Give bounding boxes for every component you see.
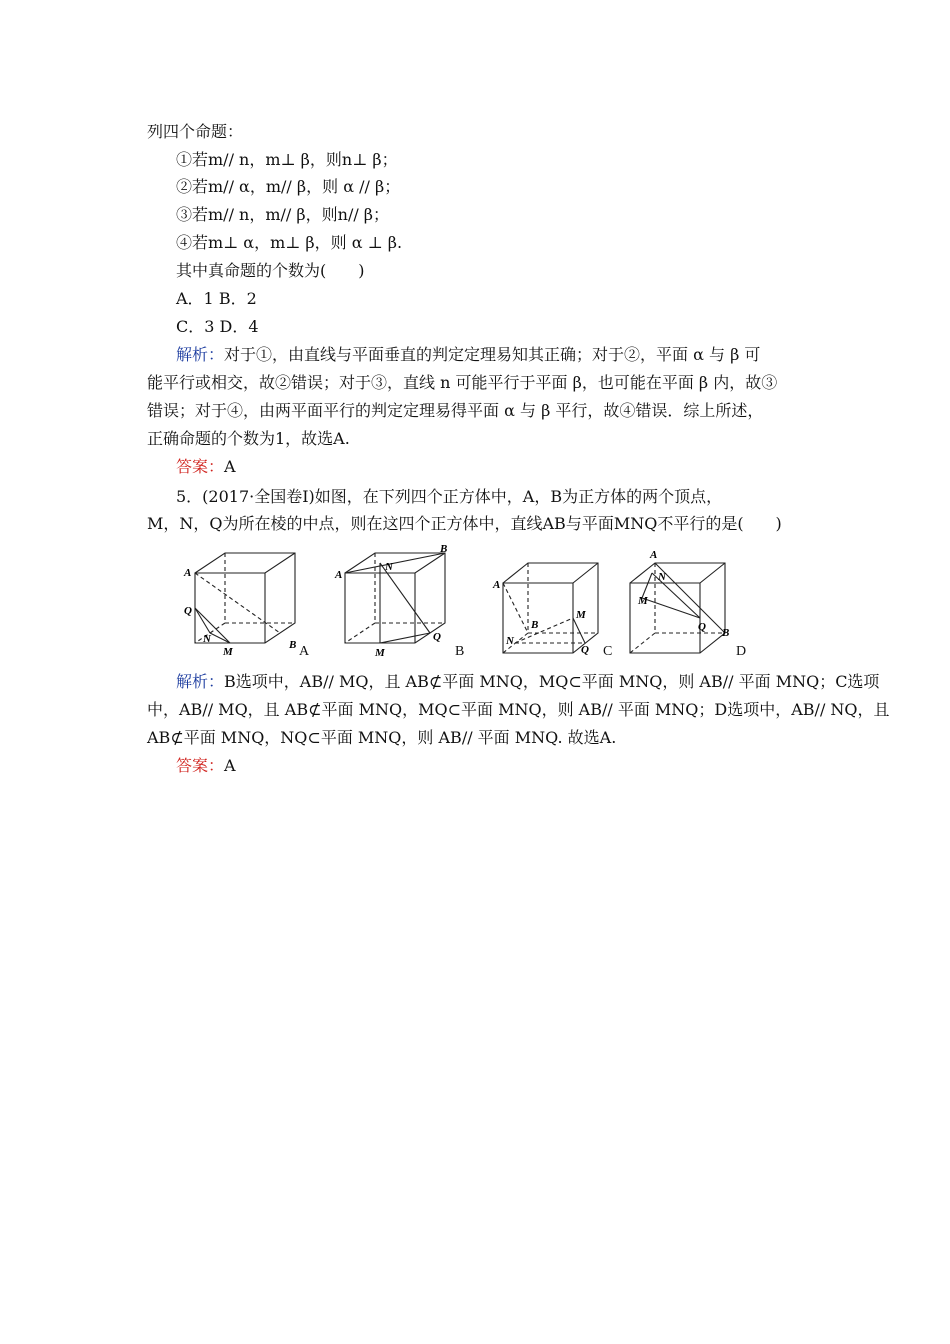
question-stem: 其中真命题的个数为( )	[176, 261, 365, 280]
answer-value: A	[224, 457, 236, 476]
cube-figure-a	[175, 548, 315, 663]
point-label: B	[289, 639, 297, 651]
analysis-text: 对于①，由直线与平面垂直的判定定理易知其正确；对于②，平面 α 与 β 可	[224, 345, 761, 364]
analysis-tag: 解析：	[176, 672, 225, 691]
point-label: N	[506, 635, 514, 647]
point-label: B	[531, 619, 539, 631]
cube-d-drawing	[630, 548, 770, 663]
analysis-1-line-1	[176, 344, 760, 366]
proposition-4: ④若m⊥ α，m⊥ β，则 α ⊥ β.	[176, 233, 403, 252]
figure-label: B	[455, 644, 465, 659]
analysis-1-line-4: 正确命题的个数为1，故选A.	[147, 429, 350, 448]
cube-figures	[175, 543, 795, 663]
analysis-tag: 解析：	[176, 345, 225, 364]
answer-1	[176, 456, 236, 478]
answer-value: A	[224, 756, 236, 775]
point-label: M	[223, 646, 233, 658]
point-label: M	[638, 595, 648, 607]
answer-tag: 答案：	[176, 457, 225, 476]
point-label: A	[184, 567, 192, 579]
analysis-text: B选项中，AB// MQ，且 AB⊄平面 MNQ，MQ⊂平面 MNQ，则 AB// 平面 MNQ；C选项	[224, 672, 880, 691]
point-label: A	[650, 549, 658, 561]
point-label: Q	[698, 621, 706, 633]
intro-line: 列四个命题：	[147, 122, 244, 141]
point-label: A	[493, 579, 501, 591]
point-label: A	[335, 569, 343, 581]
question-5-line-2: M，N，Q为所在棱的中点，则在这四个正方体中，直线AB与平面MNQ不平行的是( )	[147, 514, 782, 533]
proposition-2: ②若m// α，m// β，则 α // β；	[176, 177, 401, 196]
analysis-1-line-3: 错误；对于④，由两平面平行的判定定理易得平面 α 与 β 平行，故④错误．综上所述，	[147, 401, 764, 420]
point-label: M	[375, 647, 385, 659]
point-label: Q	[433, 631, 441, 643]
analysis-2-line-3: AB⊄平面 MNQ，NQ⊂平面 MNQ，则 AB// 平面 MNQ. 故选A.	[147, 728, 617, 747]
proposition-3: ③若m// n，m// β，则n// β；	[176, 205, 390, 224]
cube-figure-c	[493, 548, 633, 663]
figure-label: C	[603, 644, 613, 659]
options-cd: C．3 D．4	[176, 317, 259, 336]
figure-label: D	[736, 644, 747, 659]
cube-b-drawing	[335, 543, 475, 663]
answer-tag: 答案：	[176, 756, 225, 775]
point-label: N	[385, 561, 393, 573]
point-label: N	[658, 571, 666, 583]
options-ab: A．1 B．2	[176, 289, 257, 308]
proposition-1: ①若m// n，m⊥ β，则n⊥ β；	[176, 150, 398, 169]
cube-figure-d	[630, 548, 770, 663]
cube-figure-b	[335, 543, 475, 663]
point-label: Q	[581, 644, 589, 656]
figure-label: A	[299, 644, 310, 659]
point-label: M	[576, 609, 586, 621]
point-label: Q	[184, 605, 192, 617]
point-label: B	[722, 627, 730, 639]
cube-a-drawing	[175, 548, 315, 663]
analysis-2-line-1	[176, 671, 879, 693]
answer-2	[176, 755, 236, 777]
analysis-2-line-2: 中，AB// MQ，且 AB⊄平面 MNQ，MQ⊂平面 MNQ，则 AB// 平面 MNQ；D选项中，AB// NQ，且	[147, 700, 890, 719]
point-label: B	[440, 543, 448, 555]
analysis-1-line-2: 能平行或相交，故②错误；对于③，直线 n 可能平行于平面 β，也可能在平面 β 内，故③	[147, 373, 778, 392]
question-5-line-1: 5．(2017·全国卷Ⅰ)如图，在下列四个正方体中，A，B为正方体的两个顶点，	[176, 487, 723, 506]
point-label: N	[203, 633, 211, 645]
